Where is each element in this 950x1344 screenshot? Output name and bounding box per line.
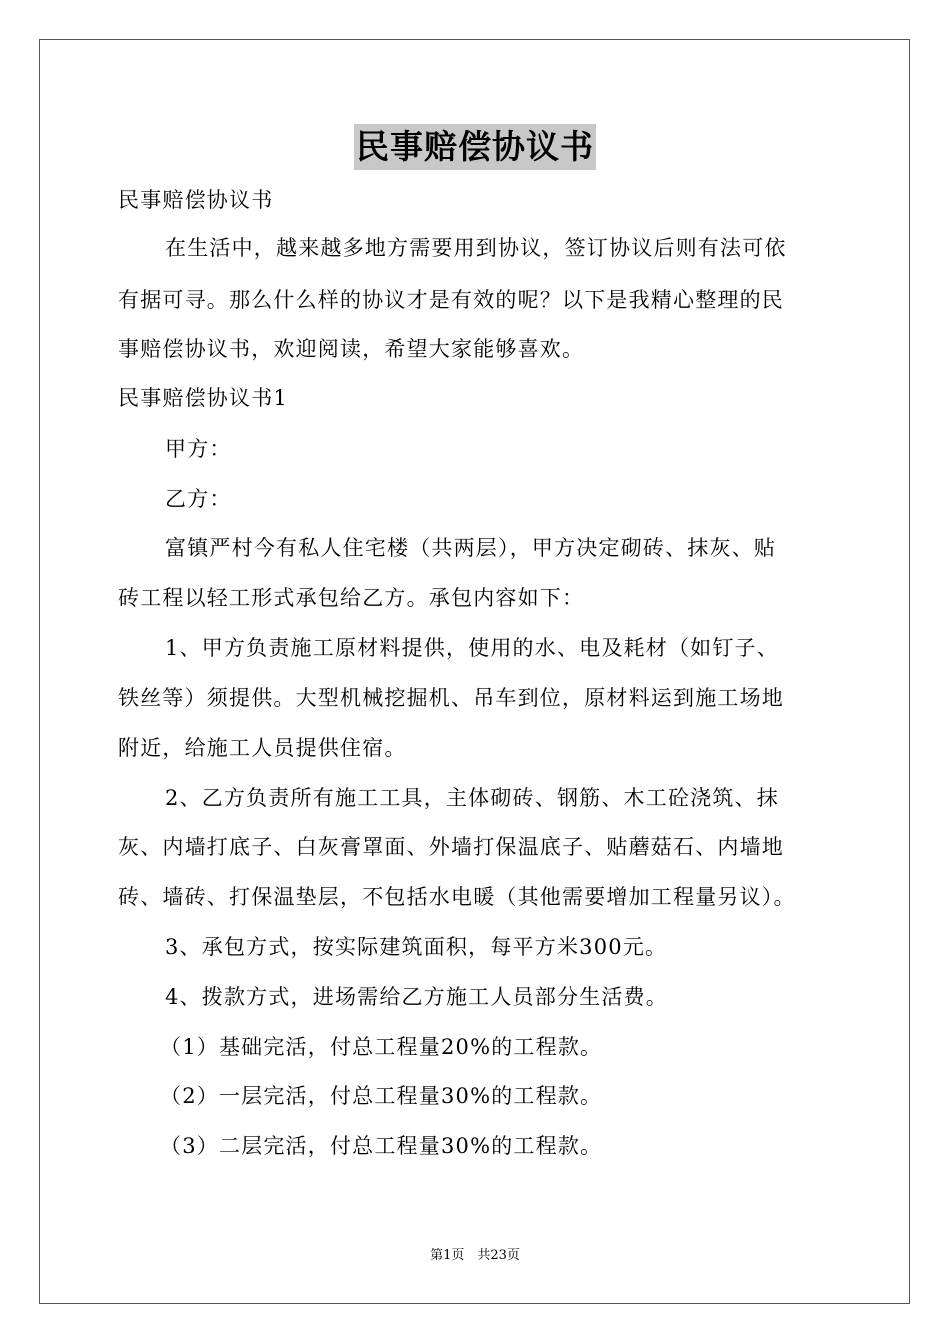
- clause-2-line-3: 砖、墙砖、打保温垫层，不包括水电暖（其他需要增加工程量另议）。: [118, 885, 796, 909]
- payment-item-3: （3）二层完活，付总工程量30%的工程款。: [160, 1134, 603, 1158]
- payment-item-1: （1）基础完活，付总工程量20%的工程款。: [160, 1035, 603, 1059]
- party-b-label: 乙方：: [165, 487, 232, 511]
- section-heading: 民事赔偿协议书1: [118, 386, 288, 410]
- party-a-label: 甲方：: [165, 437, 232, 461]
- clause-2-line-1: 2、乙方负责所有施工工具，主体砌砖、钢筋、木工砼浇筑、抹: [165, 786, 779, 810]
- clause-2-line-2: 灰、内墙打底子、白灰膏罩面、外墙打保温底子、贴蘑菇石、内墙地: [118, 835, 784, 859]
- clause-1-line-1: 1、甲方负责施工原材料提供，使用的水、电及耗材（如钉子、: [165, 636, 779, 660]
- page-border: [39, 39, 910, 1304]
- intro-line-1: 在生活中，越来越多地方需要用到协议，签订协议后则有法可依: [165, 236, 787, 260]
- body-line-1: 富镇严村今有私人住宅楼（共两层），甲方决定砌砖、抹灰、贴: [165, 536, 777, 560]
- clause-4-line: 4、拨款方式，进场需给乙方施工人员部分生活费。: [165, 985, 668, 1009]
- payment-item-2: （2）一层完活，付总工程量30%的工程款。: [160, 1084, 603, 1108]
- document-title: 民事赔偿协议书: [354, 124, 596, 170]
- intro-line-3: 事赔偿协议书，欢迎阅读，希望大家能够喜欢。: [118, 337, 585, 361]
- title-container: [0, 124, 950, 170]
- page-footer: 第1页 共23页: [430, 1248, 520, 1263]
- subtitle-line: 民事赔偿协议书: [118, 188, 274, 212]
- intro-line-2: 有据可寻。那么什么样的协议才是有效的呢？以下是我精心整理的民: [118, 288, 784, 312]
- clause-1-line-3: 附近，给施工人员提供住宿。: [118, 736, 407, 760]
- clause-1-line-2: 铁丝等）须提供。大型机械挖掘机、吊车到位，原材料运到施工场地: [118, 686, 784, 710]
- body-line-2: 砖工程以轻工形式承包给乙方。承包内容如下：: [118, 586, 585, 610]
- clause-3-line: 3、承包方式，按实际建筑面积，每平方米300元。: [165, 935, 668, 959]
